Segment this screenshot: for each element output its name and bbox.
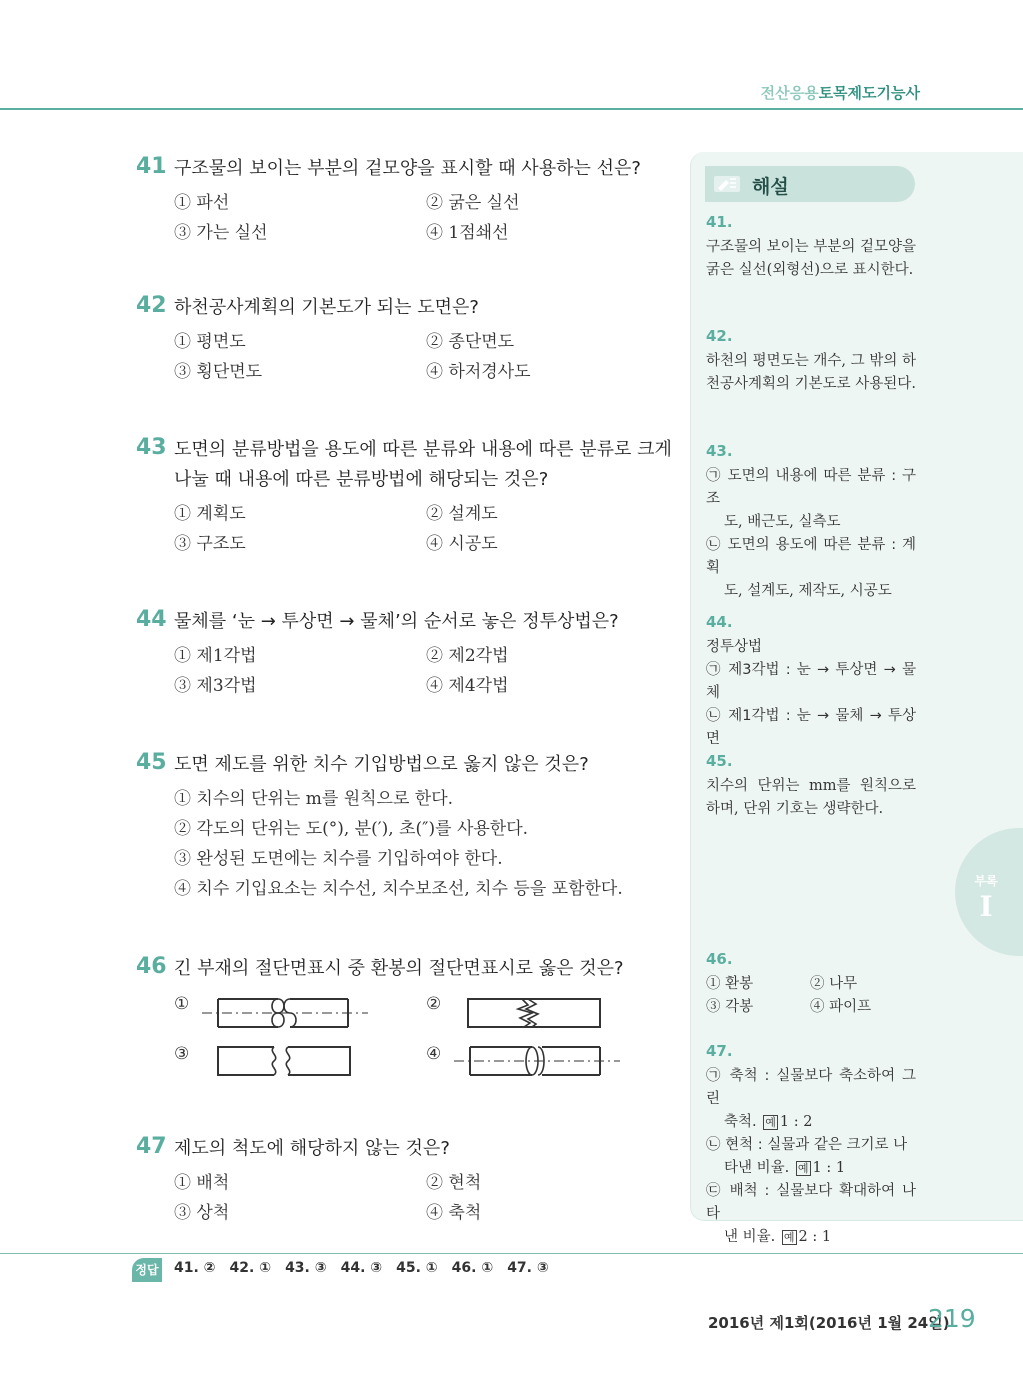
question-42 (136, 293, 681, 387)
header-title-main: 토목제도기능사 (818, 84, 920, 102)
explanation-47-line: 축척. (724, 1114, 757, 1130)
question-number: 41 (136, 154, 167, 179)
explanation-42-text: 하천의 평면도는 개수, 그 밖의 하천공사계획의 기본도로 사용된다. (706, 353, 916, 392)
option-1[interactable]: ① (174, 994, 190, 1014)
answer-item: 44. ③ (340, 1260, 383, 1276)
options (174, 641, 681, 701)
option-3[interactable]: ③ 구조도 (174, 534, 246, 554)
answer-item: 45. ① (396, 1260, 438, 1276)
explanation-44-line: ㉠ 제3각법 : 눈 → 투상면 → 물체 (706, 662, 916, 701)
explanation-47-line: 낸 비율. (724, 1229, 776, 1245)
explanation-41-text: 구조물의 보이는 부분의 겉모양을 굵은 실선(외형선)으로 표시한다. (706, 239, 916, 278)
answer-list (174, 1260, 563, 1276)
pencil-note-icon (712, 173, 742, 195)
option-4[interactable]: ④ 1점쇄선 (426, 223, 509, 243)
question-text: 긴 부재의 절단면표시 중 환봉의 절단면표시로 옳은 것은? (174, 958, 624, 979)
explanation-47-line: ㉠ 축척 : 실물보다 축소하여 그린 (706, 1068, 916, 1107)
question-number: 44 (136, 607, 167, 632)
footer-divider (0, 1253, 1023, 1254)
example-badge: 예 (783, 1231, 795, 1244)
square-bar-section-figure[interactable] (216, 1044, 352, 1078)
question-text: 구조물의 보이는 부분의 겉모양을 표시할 때 사용하는 선은? (174, 158, 641, 179)
explanation-43-line: 도, 설계도, 제작도, 시공도 (724, 583, 892, 599)
options (174, 188, 681, 248)
explanation-47-number: 47. (706, 1042, 733, 1060)
option-1[interactable]: ① 제1각법 (174, 646, 257, 666)
explanation-43-line: ㉡ 도면의 용도에 따른 분류 : 계획 (706, 537, 916, 576)
question-46 (136, 954, 681, 984)
question-text: 도면 제도를 위한 치수 기입방법으로 옳지 않은 것은? (174, 754, 589, 775)
explanation-47-ratio: 1 : 2 (779, 1114, 813, 1130)
example-badge: 예 (797, 1162, 809, 1175)
question-text-line-1: 도면의 분류방법을 용도에 따른 분류와 내용에 따른 분류로 크게 (174, 439, 672, 460)
explanation-47-ratio: 1 : 1 (812, 1160, 846, 1176)
header-title-prefix: 전산응용 (760, 84, 819, 102)
options (174, 499, 681, 559)
option-3[interactable]: ③ (174, 1044, 190, 1064)
explanation-46-item: ④ 파이프 (810, 999, 872, 1015)
options (174, 327, 681, 387)
explanation-45-number: 45. (706, 752, 733, 770)
exam-info: 2016년 제1회(2016년 1월 24일) (708, 1314, 950, 1332)
answer-item: 41. ② (174, 1260, 216, 1276)
answer-item: 46. ① (451, 1260, 494, 1276)
option-4[interactable]: ④ 치수 기입요소는 치수선, 치수보조선, 치수 등을 포함한다. (174, 879, 623, 899)
explanation-44-text (706, 636, 916, 751)
explanation-47-ratio: 2 : 1 (798, 1229, 832, 1245)
explanation-title: 해설 (752, 176, 789, 198)
question-45 (136, 750, 681, 904)
explanation-41-number: 41. (706, 213, 733, 231)
question-41 (136, 154, 681, 248)
explanation-43-number: 43. (706, 442, 733, 460)
option-3[interactable]: ③ 제3각법 (174, 676, 257, 696)
header-divider (0, 108, 1023, 110)
question-number: 43 (136, 435, 167, 460)
option-2[interactable]: ② 현척 (426, 1173, 482, 1193)
explanation-46-item: ② 나무 (810, 976, 858, 992)
option-2[interactable]: ② 굵은 실선 (426, 193, 520, 213)
explanation-46-text (706, 973, 916, 1019)
option-3[interactable]: ③ 횡단면도 (174, 362, 263, 382)
question-text: 물체를 ‘눈 → 투상면 → 물체’의 순서로 놓은 정투상법은? (174, 611, 619, 632)
explanation-47-text (706, 1065, 916, 1249)
option-3[interactable]: ③ 가는 실선 (174, 223, 268, 243)
explanation-44-number: 44. (706, 613, 733, 631)
option-1[interactable]: ① 치수의 단위는 m를 원칙으로 한다. (174, 789, 454, 809)
explanation-42-number: 42. (706, 327, 733, 345)
question-47 (136, 1134, 681, 1228)
option-2[interactable]: ② 종단면도 (426, 332, 515, 352)
option-1[interactable]: ① 파선 (174, 193, 230, 213)
explanation-43-line: ㉠ 도면의 내용에 따른 분류 : 구조 (706, 468, 916, 507)
appendix-tab-number: I (979, 890, 993, 923)
option-3[interactable]: ③ 완성된 도면에는 치수를 기입하여야 한다. (174, 849, 503, 869)
option-2[interactable]: ② 각도의 단위는 도(°), 분(′), 초(″)를 사용한다. (174, 819, 529, 839)
question-43 (136, 435, 681, 559)
option-4[interactable]: ④ (426, 1044, 442, 1064)
question-number: 45 (136, 750, 167, 775)
page-number: 219 (928, 1304, 976, 1333)
option-2[interactable]: ② 설계도 (426, 504, 498, 524)
question-text-line-2: 나눌 때 내용에 따른 분류방법에 해당되는 것은? (174, 469, 549, 490)
option-1[interactable]: ① 배척 (174, 1173, 230, 1193)
question-number: 42 (136, 293, 167, 318)
option-4[interactable]: ④ 제4각법 (426, 676, 509, 696)
option-2[interactable]: ② 제2각법 (426, 646, 509, 666)
appendix-tab-label: 부록 (974, 874, 998, 888)
question-text: 제도의 척도에 해당하지 않는 것은? (174, 1138, 450, 1159)
option-3[interactable]: ③ 상척 (174, 1203, 230, 1223)
option-4[interactable]: ④ 축척 (426, 1203, 482, 1223)
example-badge: 예 (765, 1116, 776, 1129)
options (174, 784, 681, 904)
explanation-44-line: 정투상법 (706, 639, 763, 655)
explanation-46-item: ① 환봉 (706, 976, 754, 992)
options (174, 1168, 681, 1228)
pipe-section-figure[interactable] (452, 1044, 622, 1078)
round-bar-section-figure[interactable] (200, 996, 370, 1030)
option-4[interactable]: ④ 시공도 (426, 534, 498, 554)
answer-badge: 정답 (132, 1258, 162, 1282)
question-number: 47 (136, 1134, 167, 1159)
wood-section-figure[interactable] (466, 996, 602, 1030)
option-2[interactable]: ② (426, 994, 442, 1014)
option-4[interactable]: ④ 하저경사도 (426, 362, 531, 382)
explanation-45-text: 치수의 단위는 mm를 원칙으로 하며, 단위 기호는 생략한다. (706, 778, 916, 817)
explanation-47-line: 타낸 비율. (724, 1160, 790, 1176)
question-text: 하천공사계획의 기본도가 되는 도면은? (174, 297, 479, 318)
answer-item: 43. ③ (285, 1260, 327, 1276)
explanation-43-text (706, 465, 916, 603)
answer-item: 42. ① (229, 1260, 272, 1276)
option-1[interactable]: ① 평면도 (174, 332, 246, 352)
explanation-43-line: 도, 배근도, 실측도 (724, 514, 841, 530)
answer-item: 47. ③ (507, 1260, 549, 1276)
explanation-46-item: ③ 각봉 (706, 999, 754, 1015)
explanation-47-line: ㉢ 배척 : 실물보다 확대하여 나타 (706, 1183, 916, 1222)
header-title (730, 82, 920, 103)
question-44 (136, 607, 681, 701)
question-number: 46 (136, 954, 167, 979)
explanation-44-line: ㉡ 제1각법 : 눈 → 물체 → 투상면 (706, 708, 916, 747)
explanation-47-line: ㉡ 현척 : 실물과 같은 크기로 나 (706, 1137, 908, 1153)
explanation-46-number: 46. (706, 950, 733, 968)
option-1[interactable]: ① 계획도 (174, 504, 246, 524)
